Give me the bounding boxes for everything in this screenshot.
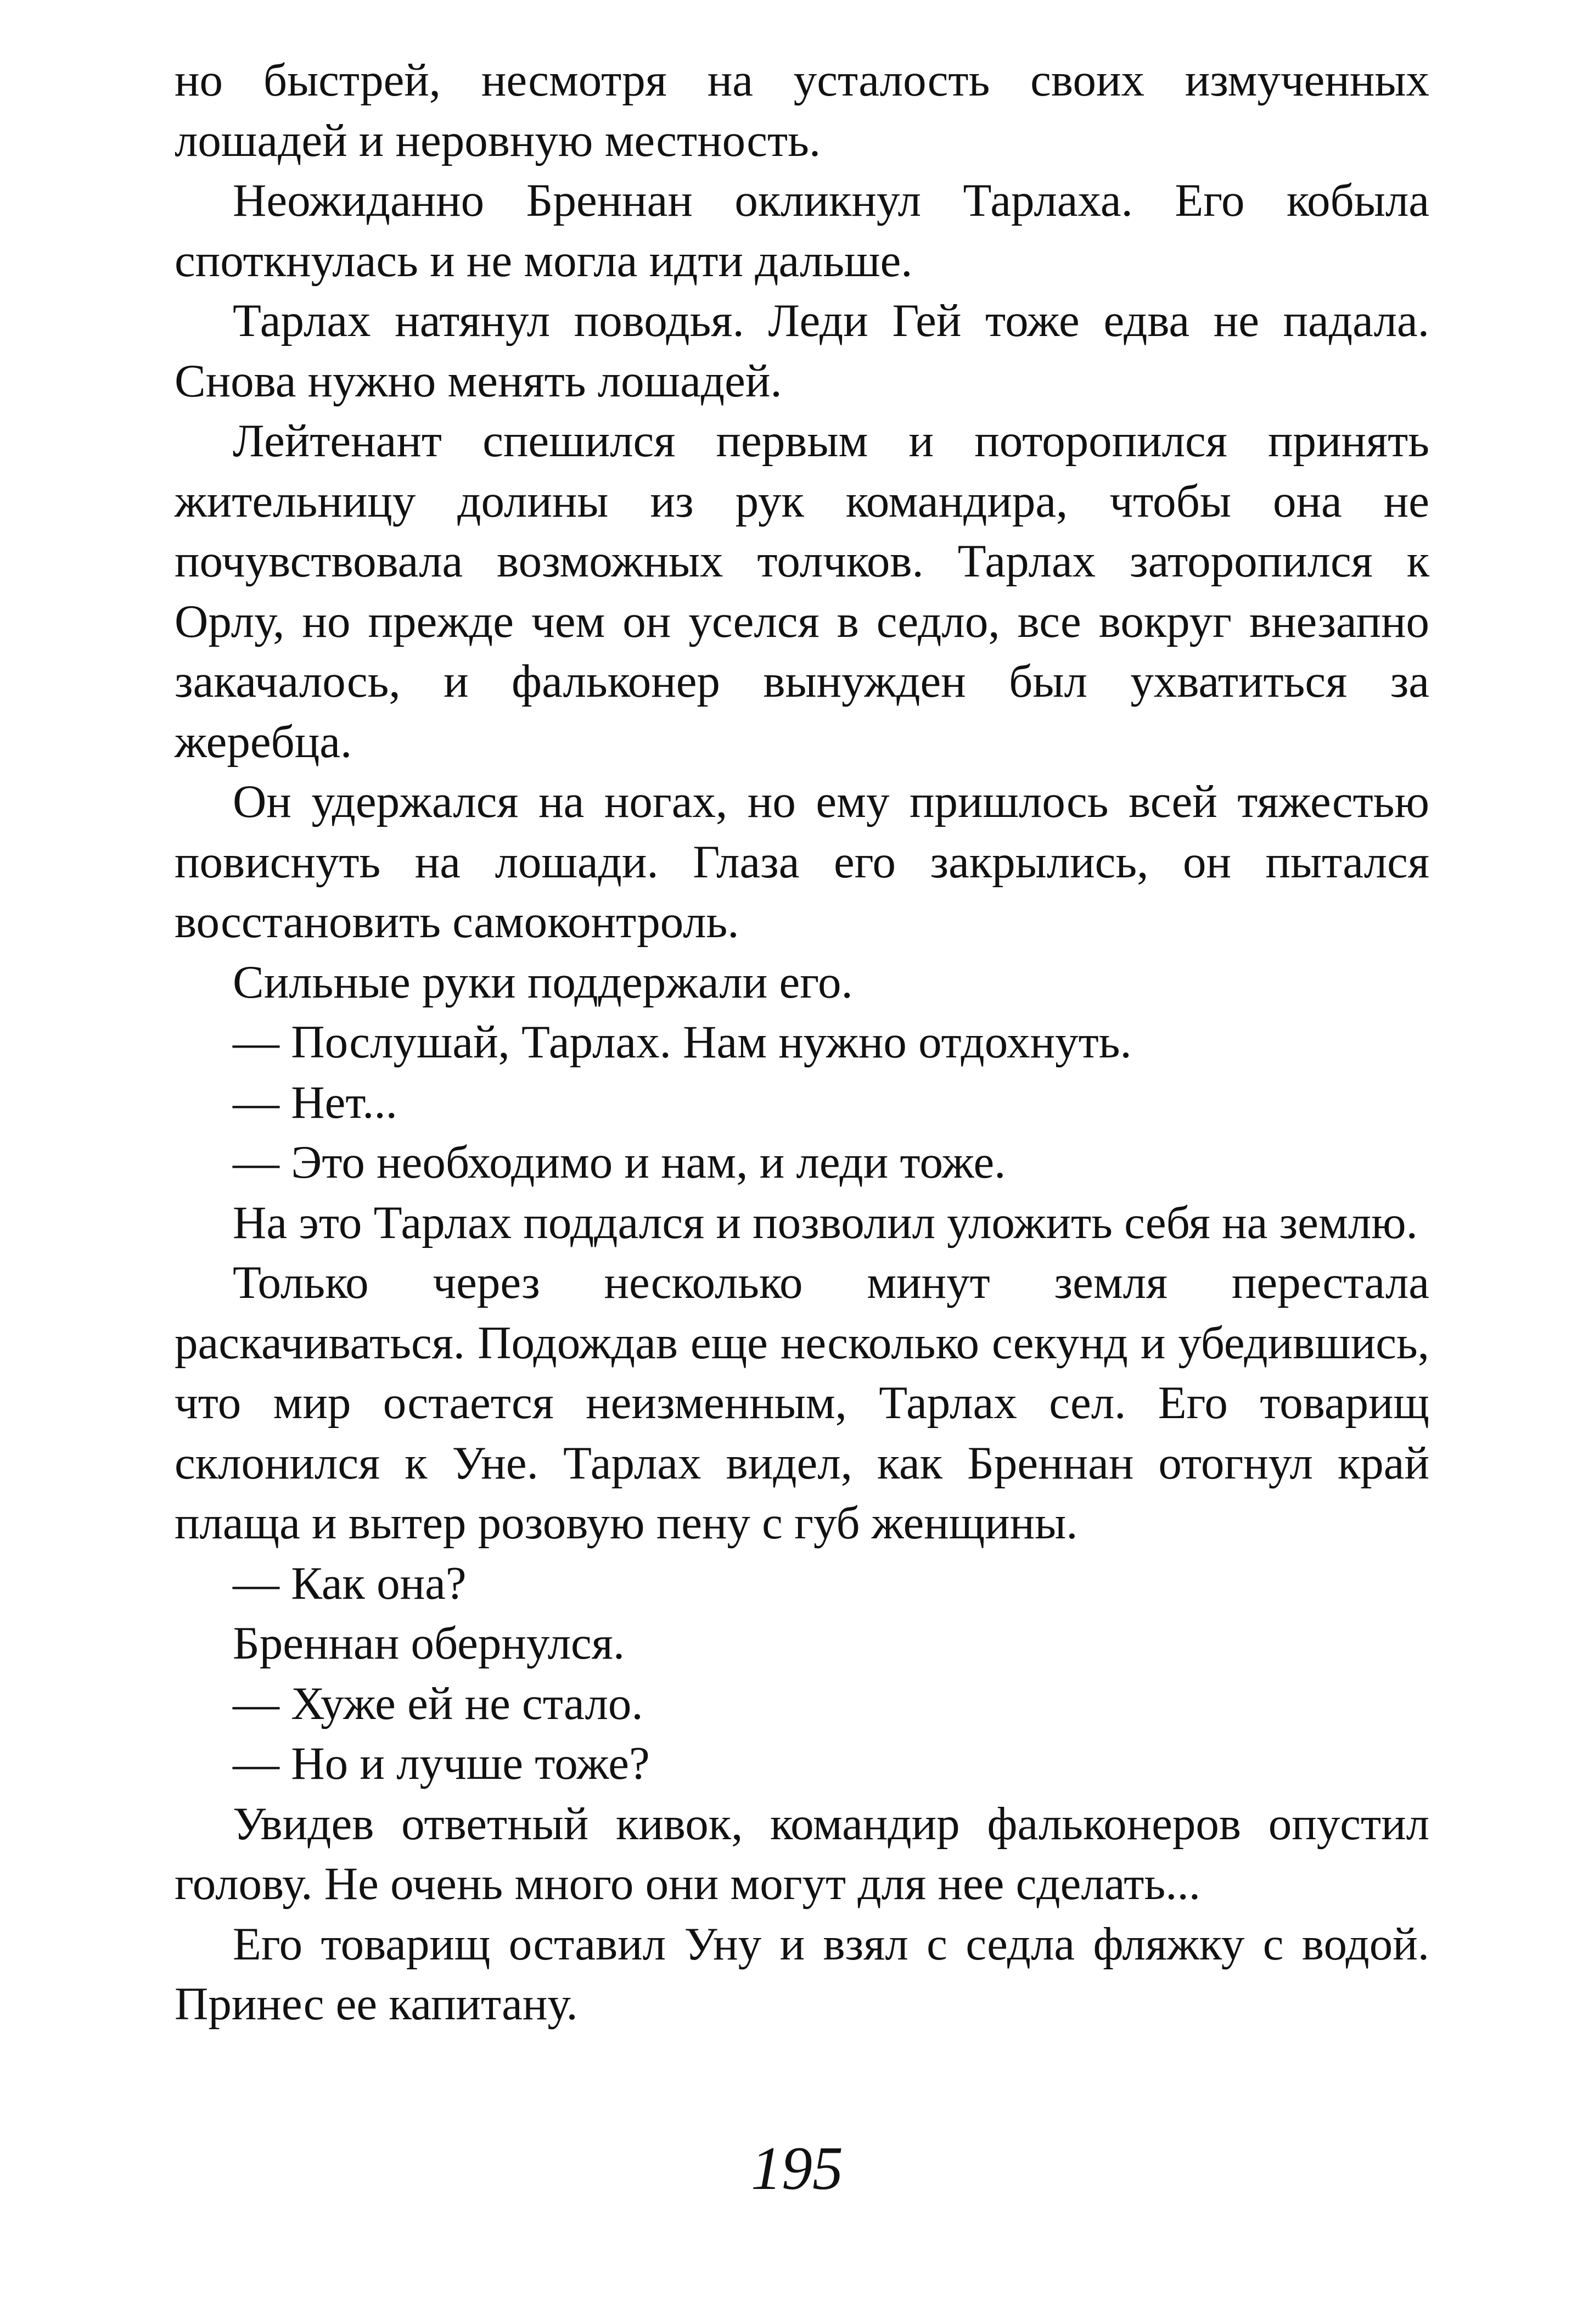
dialogue-line: — Послушай, Тарлах. Нам нужно отдохнуть.: [233, 1016, 1132, 1068]
paragraph: На это Тарлах поддался и позволил уложить себя на землю.: [233, 1196, 1418, 1248]
body-text: [175, 51, 1429, 2035]
paragraph: Увидев ответный кивок, командир фальконеров опустил голову. Не очень много они могут для нее сделать...: [175, 1797, 1429, 1909]
dialogue-line: — Это необходимо и нам, и леди тоже.: [233, 1136, 1006, 1188]
paragraph: Лейтенант спешился первым и поторопился принять жительницу долины из рук командира, чтобы она не почувствовала возможных толчков. Тарлах заторопился к Орлу, но прежде чем он уселся в седло, все вокруг внезапно закачалось, и фальконер вынужден был ухватиться за жеребца.: [175, 415, 1429, 768]
page-number: 195: [751, 2135, 843, 2203]
dialogue-line: — Как она?: [233, 1557, 467, 1609]
paragraph: Неожиданно Бреннан окликнул Тарлаха. Его кобыла споткнулась и не могла идти дальше.: [175, 175, 1429, 287]
paragraph: но быстрей, несмотря на усталость своих измученных лошадей и неровную местность.: [175, 54, 1429, 166]
dialogue-line: — Нет...: [233, 1076, 397, 1128]
dialogue-line: — Хуже ей не стало.: [233, 1677, 643, 1729]
paragraph: Бреннан обернулся.: [233, 1617, 625, 1669]
paragraph: Сильные руки поддержали его.: [233, 956, 853, 1008]
paragraph: Тарлах натянул поводья. Леди Гей тоже едва не падала. Снова нужно менять лошадей.: [175, 295, 1429, 407]
paragraph: Только через несколько минут земля перестала раскачиваться. Подождав еще несколько секунд и убедившись, что мир остается неизменным, Тарлах сел. Его товарищ склонился к Уне. Тарлах видел, как Бреннан отогнул край плаща и вытер розовую пену с губ женщины.: [175, 1257, 1429, 1549]
paragraph: Его товарищ оставил Уну и взял с седла фляжку с водой. Принес ее капитану.: [175, 1918, 1429, 2030]
paragraph: Он удержался на ногах, но ему пришлось всей тяжестью повиснуть на лошади. Глаза его закрылись, он пытался восстановить самоконтроль.: [175, 776, 1429, 948]
dialogue-line: — Но и лучше тоже?: [233, 1738, 650, 1789]
